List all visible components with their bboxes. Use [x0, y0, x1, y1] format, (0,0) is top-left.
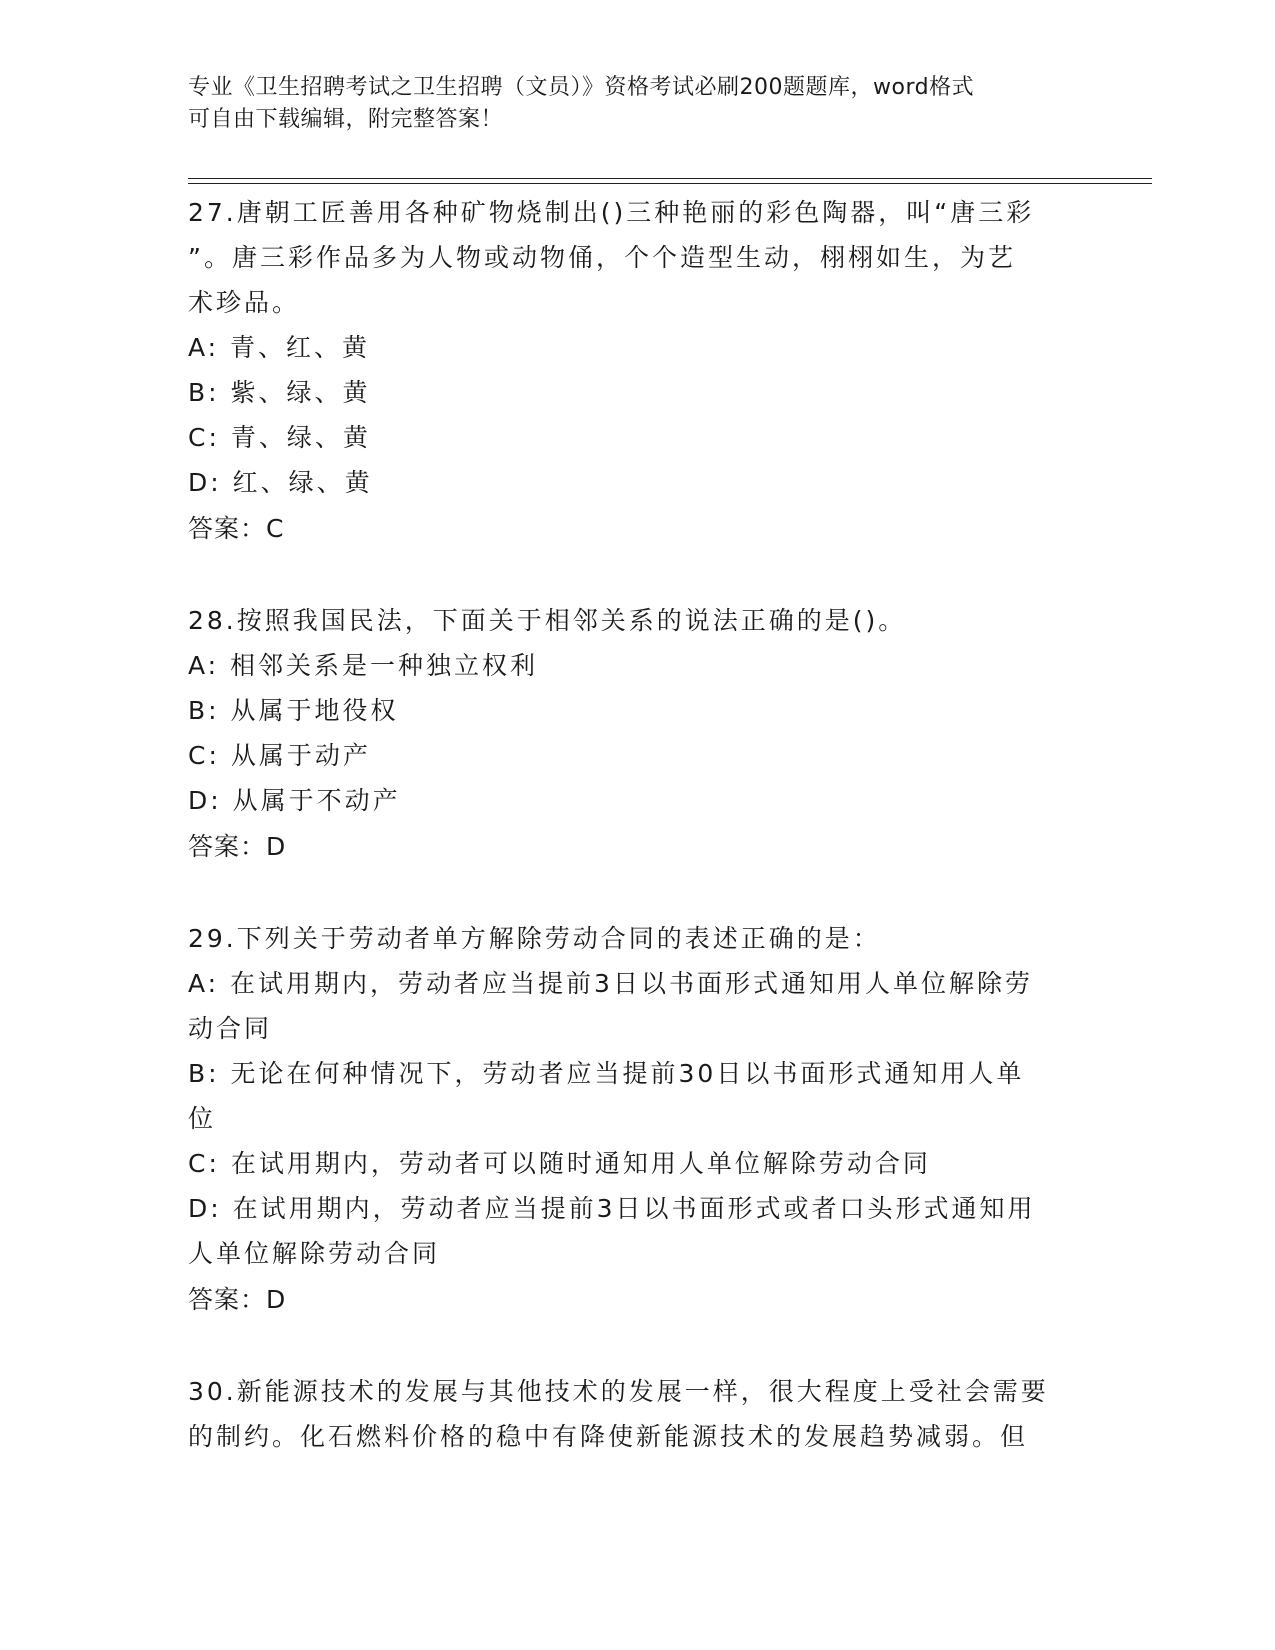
option-d: D: 从属于不动产 — [188, 786, 401, 815]
question-text-line: 28.按照我国民法，下面关于相邻关系的说法正确的是()。 — [188, 606, 907, 635]
option-a: A: 在试用期内，劳动者应当提前3日以书面形式通知用人单位解除劳 — [188, 969, 1033, 998]
option-c: C: 在试用期内，劳动者可以随时通知用人单位解除劳动合同 — [188, 1149, 931, 1178]
option-a-continued: 动合同 — [188, 1014, 273, 1043]
header-line-1: 专业《卫生招聘考试之卫生招聘（文员）》资格考试必刷200题题库，word格式 — [188, 75, 975, 100]
answer-line: 答案：D — [188, 1285, 287, 1314]
option-b: B: 紫、绿、黄 — [188, 378, 371, 407]
answer-line: 答案：D — [188, 832, 287, 861]
option-d-continued: 人单位解除劳动合同 — [188, 1239, 441, 1268]
question-29 — [188, 916, 1088, 1324]
header-line-2: 可自由下载编辑，附完整答案！ — [188, 107, 504, 132]
option-a: A: 相邻关系是一种独立权利 — [188, 651, 539, 680]
question-text-line: ”。唐三彩作品多为人物或动物俑，个个造型生动，栩栩如生，为艺 — [188, 243, 1016, 272]
question-list — [188, 190, 1088, 1459]
question-27 — [188, 190, 1088, 553]
question-text-line: 术珍品。 — [188, 288, 301, 317]
answer-line: 答案：C — [188, 514, 285, 543]
header-divider-top — [188, 178, 1152, 179]
option-a: A: 青、红、黄 — [188, 333, 371, 362]
option-d: D: 红、绿、黄 — [188, 468, 373, 497]
question-text-line: 27.唐朝工匠善用各种矿物烧制出()三种艳丽的彩色陶器，叫“唐三彩 — [188, 198, 1035, 227]
question-spacer — [188, 553, 1088, 598]
header-divider-bottom — [188, 183, 1152, 184]
question-text-line: 29.下列关于劳动者单方解除劳动合同的表述正确的是： — [188, 924, 881, 953]
document-header — [188, 72, 1088, 136]
question-text-line: 的制约。化石燃料价格的稳中有降使新能源技术的发展趋势减弱。但 — [188, 1422, 1029, 1451]
option-b: B: 无论在何种情况下，劳动者应当提前30日以书面形式通知用人单 — [188, 1059, 1025, 1088]
question-spacer — [188, 1324, 1088, 1369]
question-spacer — [188, 871, 1088, 916]
option-d: D: 在试用期内，劳动者应当提前3日以书面形式或者口头形式通知用 — [188, 1194, 1036, 1223]
question-30 — [188, 1369, 1088, 1459]
option-b-continued: 位 — [188, 1104, 217, 1133]
question-text-line: 30.新能源技术的发展与其他技术的发展一样，很大程度上受社会需要 — [188, 1377, 1049, 1406]
option-c: C: 从属于动产 — [188, 741, 371, 770]
question-28 — [188, 598, 1088, 871]
option-b: B: 从属于地役权 — [188, 696, 399, 725]
option-c: C: 青、绿、黄 — [188, 423, 371, 452]
